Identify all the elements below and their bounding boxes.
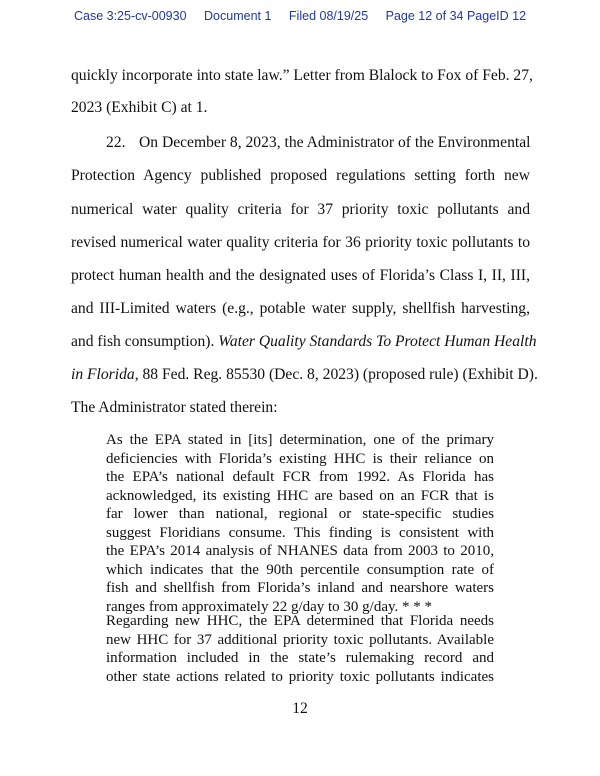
block-quote-1 — [106, 431, 494, 616]
paragraph-number: 22. — [106, 134, 126, 151]
page-number: 12 — [292, 700, 308, 717]
body-line: numerical water quality criteria for 37 priority toxic pollutants and — [71, 201, 530, 218]
quote-line: other state actions related to priority toxic pollutants indicates — [106, 668, 494, 685]
body-line-citation — [71, 365, 538, 385]
body-line: On December 8, 2023, the Administrator of the Environmental — [139, 134, 531, 151]
body-line: revised numerical water quality criteria for 36 priority toxic pollutants to — [71, 234, 530, 251]
quote-line: ranges from approximately 22 g/day to 30 g/day. * * * — [106, 598, 433, 615]
citation-title-cont: in Florida — [71, 366, 135, 383]
body-line: quickly incorporate into state law.” Letter from Blalock to Fox of Feb. 27, — [71, 67, 533, 84]
quote-line: far lower than national, regional or state-specific studies — [106, 506, 494, 522]
citation-detail: , 88 Fed. Reg. 85530 (Dec. 8, 2023) (proposed rule) (Exhibit D). — [134, 366, 538, 383]
quote-line: As the EPA stated in [its] determination, one of the primary — [106, 432, 494, 448]
body-line: Protection Agency published proposed regulations setting forth new — [71, 167, 530, 184]
quote-line: Regarding new HHC, the EPA determined that Florida needs — [106, 613, 494, 629]
document-number: Document 1 — [204, 9, 272, 23]
case-number: Case 3:25-cv-00930 — [73, 9, 187, 23]
body-line: and III-Limited waters (e.g., potable water supply, shellfish harvesting, — [71, 300, 530, 317]
quote-line: information included in the state’s rulemaking record and — [106, 650, 494, 666]
case-header — [0, 9, 600, 23]
quote-line: suggest Floridians consume. This finding is consistent with — [106, 524, 494, 541]
body-text: and fish consumption). — [71, 333, 219, 350]
quote-line: new HHC for 37 additional priority toxic pollutants. Available — [106, 631, 494, 648]
quote-line: the EPA’s 2014 analysis of NHANES data from 2003 to 2010, — [106, 543, 494, 559]
page-info: Page 12 of 34 PageID 12 — [385, 9, 527, 23]
quote-line: acknowledged, its existing HHC are based on an FCR that is — [106, 487, 494, 504]
quote-line: the EPA’s national default FCR from 1992. As Florida has — [106, 469, 494, 485]
citation-title: Water Quality Standards To Protect Human Health — [218, 333, 537, 350]
body-line: The Administrator stated therein: — [71, 399, 278, 416]
block-quote-2 — [106, 612, 494, 686]
quote-line: which indicates that the 90th percentile consumption rate of — [106, 561, 494, 578]
quote-line: deficiencies with Florida’s existing HHC is their reliance on — [106, 450, 494, 467]
body-line: protect human health and the designated uses of Florida’s Class I, II, III, — [71, 267, 530, 284]
body-line: 2023 (Exhibit C) at 1. — [71, 99, 208, 116]
body-line-citation — [71, 332, 537, 352]
filed-date: Filed 08/19/25 — [288, 9, 369, 23]
quote-line: fish and shellfish from Florida’s inland and nearshore waters — [106, 580, 494, 596]
